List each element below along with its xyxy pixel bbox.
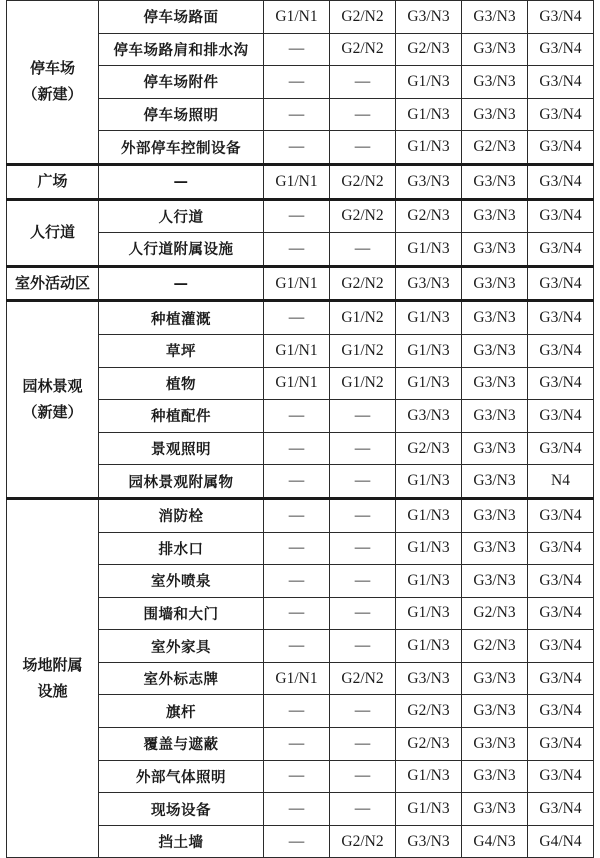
value-cell: — <box>330 630 396 663</box>
value-cell: — <box>264 66 330 99</box>
value-cell: G3/N3 <box>462 367 528 400</box>
value-cell: G2/N3 <box>396 695 462 728</box>
value-cell: G1/N3 <box>396 131 462 165</box>
item-cell: 消防栓 <box>99 498 264 532</box>
value-cell: G3/N3 <box>462 432 528 465</box>
value-cell: G3/N3 <box>462 1 528 34</box>
value-cell: G3/N3 <box>462 334 528 367</box>
value-cell: G2/N2 <box>330 164 396 199</box>
value-cell: G3/N4 <box>528 760 594 793</box>
value-cell: G3/N4 <box>528 367 594 400</box>
value-cell: — <box>264 233 330 267</box>
value-cell: G1/N1 <box>264 367 330 400</box>
table-row <box>7 164 594 199</box>
value-cell: G2/N2 <box>330 199 396 233</box>
value-cell: G3/N3 <box>462 33 528 66</box>
value-cell: — <box>264 33 330 66</box>
value-cell: — <box>264 465 330 499</box>
value-cell: G3/N3 <box>462 400 528 433</box>
table-row <box>7 1 594 34</box>
item-cell: — <box>99 266 264 301</box>
value-cell: G3/N4 <box>528 432 594 465</box>
value-cell: — <box>264 793 330 826</box>
value-cell: G3/N3 <box>462 164 528 199</box>
item-cell: 室外喷泉 <box>99 565 264 598</box>
value-cell: G3/N3 <box>462 301 528 335</box>
category-cell: 场地附属 设施 <box>7 498 99 858</box>
value-cell: — <box>330 760 396 793</box>
value-cell: G1/N1 <box>264 1 330 34</box>
value-cell: G3/N4 <box>528 164 594 199</box>
value-cell: G3/N4 <box>528 793 594 826</box>
value-cell: — <box>264 301 330 335</box>
value-cell: — <box>264 199 330 233</box>
item-cell: 人行道 <box>99 199 264 233</box>
item-cell: 外部停车控制设备 <box>99 131 264 165</box>
item-cell: 围墙和大门 <box>99 597 264 630</box>
value-cell: G1/N3 <box>396 367 462 400</box>
item-cell: 挡土墙 <box>99 825 264 858</box>
value-cell: — <box>264 760 330 793</box>
value-cell: — <box>330 465 396 499</box>
item-cell: 种植灌溉 <box>99 301 264 335</box>
value-cell: G1/N3 <box>396 565 462 598</box>
category-cell: 停车场 （新建） <box>7 1 99 165</box>
value-cell: G1/N2 <box>330 334 396 367</box>
item-cell: 停车场照明 <box>99 98 264 131</box>
value-cell: G2/N3 <box>396 728 462 761</box>
value-cell: G3/N3 <box>462 662 528 695</box>
table-row <box>7 498 594 532</box>
value-cell: G3/N3 <box>462 199 528 233</box>
value-cell: G1/N1 <box>264 266 330 301</box>
item-cell: 种植配件 <box>99 400 264 433</box>
value-cell: — <box>330 98 396 131</box>
category-cell: 园林景观 （新建） <box>7 301 99 499</box>
value-cell: G1/N3 <box>396 597 462 630</box>
value-cell: G3/N4 <box>528 630 594 663</box>
value-cell: G3/N3 <box>462 695 528 728</box>
value-cell: — <box>264 98 330 131</box>
value-cell: G3/N4 <box>528 597 594 630</box>
value-cell: G2/N2 <box>330 662 396 695</box>
value-cell: G3/N4 <box>528 498 594 532</box>
value-cell: G4/N4 <box>528 825 594 858</box>
value-cell: — <box>264 498 330 532</box>
value-cell: G3/N4 <box>528 565 594 598</box>
item-cell: 现场设备 <box>99 793 264 826</box>
value-cell: G3/N4 <box>528 662 594 695</box>
value-cell: — <box>330 66 396 99</box>
value-cell: G3/N3 <box>462 760 528 793</box>
value-cell: G2/N3 <box>462 630 528 663</box>
value-cell: G3/N4 <box>528 233 594 267</box>
value-cell: G3/N3 <box>462 266 528 301</box>
category-cell: 广场 <box>7 164 99 199</box>
value-cell: — <box>330 400 396 433</box>
value-cell: G3/N3 <box>396 164 462 199</box>
value-cell: — <box>330 793 396 826</box>
value-cell: G1/N3 <box>396 760 462 793</box>
item-cell: 停车场附件 <box>99 66 264 99</box>
item-cell: 植物 <box>99 367 264 400</box>
value-cell: G1/N3 <box>396 532 462 565</box>
item-cell: 室外标志牌 <box>99 662 264 695</box>
value-cell: — <box>330 131 396 165</box>
value-cell: — <box>264 728 330 761</box>
value-cell: G3/N3 <box>462 565 528 598</box>
value-cell: G3/N3 <box>462 532 528 565</box>
value-cell: G3/N3 <box>462 66 528 99</box>
value-cell: G3/N4 <box>528 400 594 433</box>
value-cell: G3/N4 <box>528 301 594 335</box>
value-cell: N4 <box>528 465 594 499</box>
value-cell: G3/N3 <box>462 793 528 826</box>
value-cell: G1/N3 <box>396 66 462 99</box>
value-cell: G3/N4 <box>528 98 594 131</box>
value-cell: G3/N3 <box>462 98 528 131</box>
value-cell: G2/N3 <box>396 199 462 233</box>
value-cell: G3/N4 <box>528 1 594 34</box>
value-cell: — <box>264 825 330 858</box>
item-cell: 旗杆 <box>99 695 264 728</box>
value-cell: — <box>330 432 396 465</box>
value-cell: G3/N3 <box>396 662 462 695</box>
value-cell: — <box>330 597 396 630</box>
value-cell: — <box>330 498 396 532</box>
value-cell: G1/N3 <box>396 233 462 267</box>
value-cell: — <box>264 400 330 433</box>
item-cell: 景观照明 <box>99 432 264 465</box>
value-cell: G3/N3 <box>396 266 462 301</box>
value-cell: — <box>264 597 330 630</box>
value-cell: G2/N2 <box>330 266 396 301</box>
value-cell: G1/N3 <box>396 793 462 826</box>
item-cell: — <box>99 164 264 199</box>
value-cell: — <box>264 630 330 663</box>
value-cell: — <box>264 532 330 565</box>
value-cell: G3/N3 <box>462 465 528 499</box>
table-body <box>7 1 594 858</box>
value-cell: — <box>264 565 330 598</box>
category-cell: 人行道 <box>7 199 99 266</box>
value-cell: G4/N3 <box>462 825 528 858</box>
value-cell: G3/N3 <box>396 1 462 34</box>
table-row <box>7 266 594 301</box>
table-row <box>7 199 594 233</box>
value-cell: G3/N3 <box>462 498 528 532</box>
value-cell: G2/N3 <box>396 33 462 66</box>
value-cell: G1/N3 <box>396 498 462 532</box>
value-cell: G1/N3 <box>396 301 462 335</box>
value-cell: — <box>330 728 396 761</box>
value-cell: G1/N1 <box>264 662 330 695</box>
value-cell: G1/N3 <box>396 334 462 367</box>
value-cell: G3/N4 <box>528 334 594 367</box>
value-cell: G2/N3 <box>462 597 528 630</box>
value-cell: G3/N3 <box>462 233 528 267</box>
item-cell: 覆盖与遮蔽 <box>99 728 264 761</box>
value-cell: — <box>330 695 396 728</box>
table-row <box>7 301 594 335</box>
value-cell: G3/N4 <box>528 33 594 66</box>
value-cell: G3/N3 <box>396 825 462 858</box>
value-cell: G1/N1 <box>264 334 330 367</box>
value-cell: G1/N2 <box>330 301 396 335</box>
value-cell: — <box>330 532 396 565</box>
value-cell: G3/N4 <box>528 131 594 165</box>
value-cell: G3/N4 <box>528 695 594 728</box>
value-cell: — <box>264 131 330 165</box>
item-cell: 停车场路面 <box>99 1 264 34</box>
value-cell: G1/N2 <box>330 367 396 400</box>
item-cell: 园林景观附属物 <box>99 465 264 499</box>
value-cell: G2/N3 <box>396 432 462 465</box>
value-cell: G1/N3 <box>396 98 462 131</box>
item-cell: 室外家具 <box>99 630 264 663</box>
value-cell: — <box>330 233 396 267</box>
value-cell: — <box>264 695 330 728</box>
value-cell: G3/N4 <box>528 266 594 301</box>
value-cell: G2/N3 <box>462 131 528 165</box>
value-cell: G3/N4 <box>528 532 594 565</box>
classification-table <box>6 0 594 858</box>
value-cell: — <box>264 432 330 465</box>
item-cell: 停车场路肩和排水沟 <box>99 33 264 66</box>
item-cell: 外部气体照明 <box>99 760 264 793</box>
value-cell: G1/N3 <box>396 465 462 499</box>
value-cell: G2/N2 <box>330 825 396 858</box>
value-cell: G1/N3 <box>396 630 462 663</box>
value-cell: G1/N1 <box>264 164 330 199</box>
value-cell: G3/N4 <box>528 728 594 761</box>
value-cell: G3/N3 <box>396 400 462 433</box>
item-cell: 人行道附属设施 <box>99 233 264 267</box>
item-cell: 排水口 <box>99 532 264 565</box>
category-cell: 室外活动区 <box>7 266 99 301</box>
value-cell: G2/N2 <box>330 1 396 34</box>
value-cell: — <box>330 565 396 598</box>
value-cell: G3/N4 <box>528 199 594 233</box>
value-cell: G3/N4 <box>528 66 594 99</box>
value-cell: G2/N2 <box>330 33 396 66</box>
item-cell: 草坪 <box>99 334 264 367</box>
value-cell: G3/N3 <box>462 728 528 761</box>
